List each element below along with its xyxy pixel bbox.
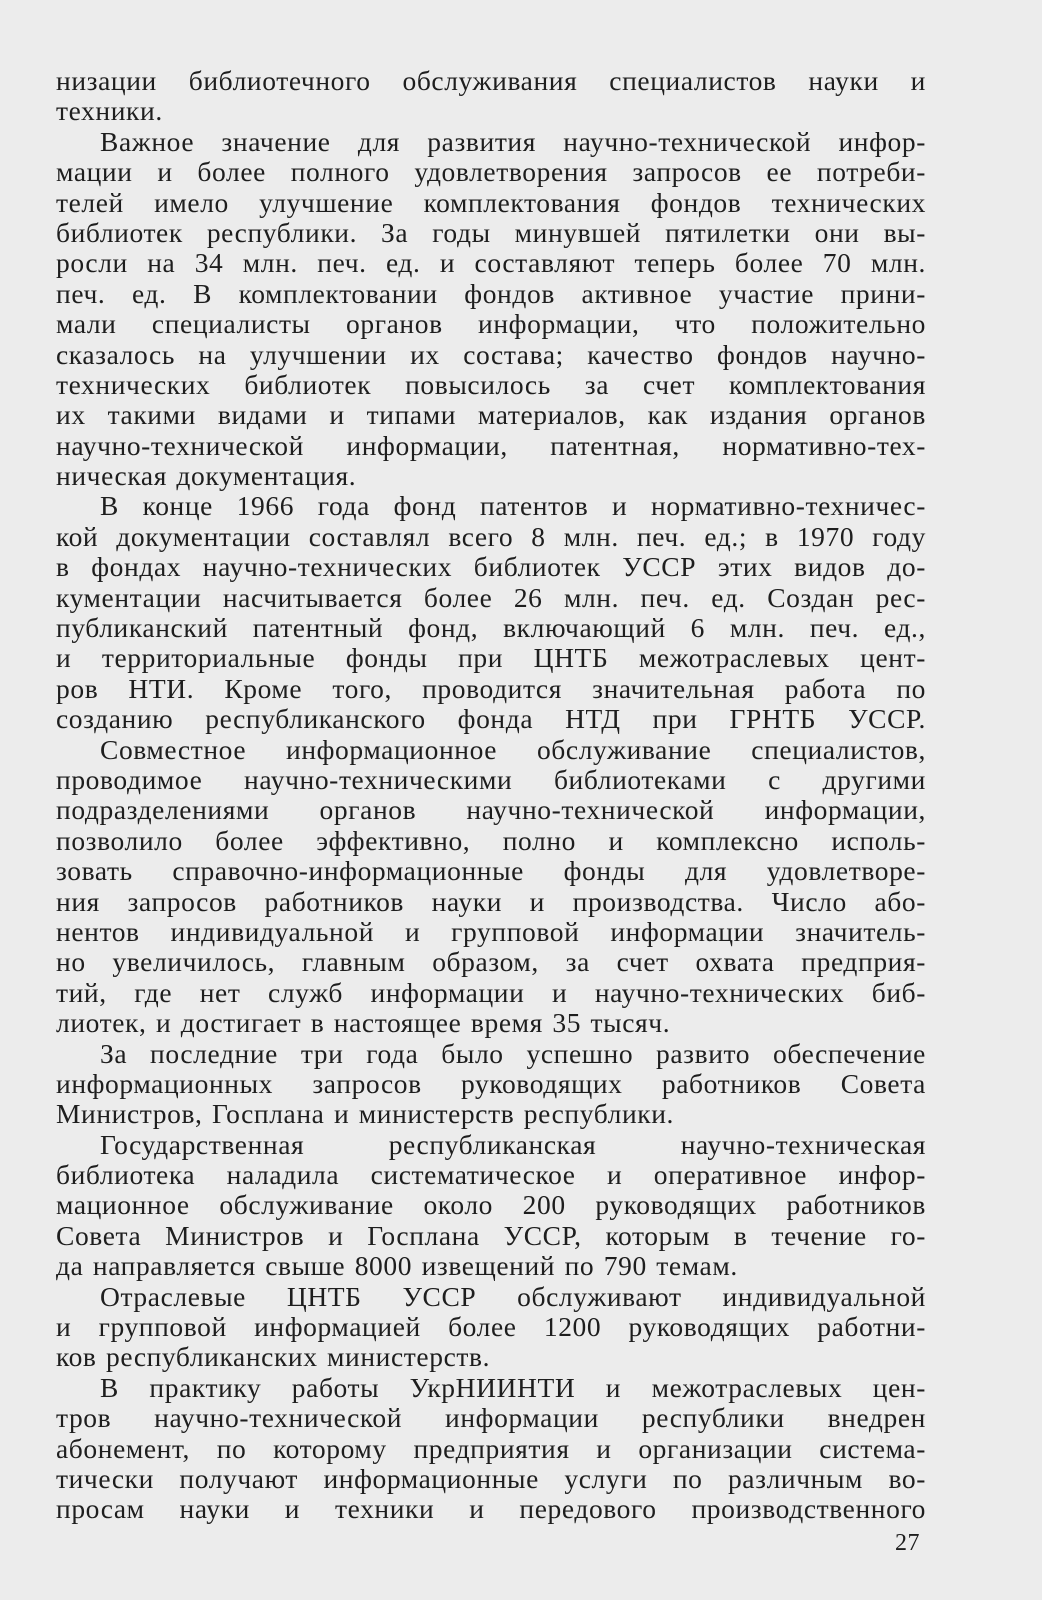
text-line: ния запросов работников науки и производства. Число або- [56, 885, 926, 917]
text-line: библиотека наладила систематическое и оперативное инфор- [56, 1159, 926, 1191]
text-line: Важное значение для развития научно-технической инфор- [100, 125, 926, 157]
text-line: В конце 1966 года фонд патентов и нормативно-техничес- [100, 490, 926, 522]
text-line: абонемент, по которому предприятия и организации система- [56, 1432, 926, 1464]
text-line: проводимое научно-техническими библиотеками с другими [56, 763, 926, 795]
text-line: и групповой информацией более 1200 руководящих работни- [56, 1311, 926, 1343]
text-line: публиканский патентный фонд, включающий 6 млн. печ. ед., [56, 612, 926, 644]
text-line: технических библиотек повысилось за счет комплектования [56, 368, 926, 400]
text-line: да направляется свыше 8000 извещений по 790 темам. [56, 1250, 738, 1282]
text-line: но увеличилось, главным образом, за счет охвата предприя- [56, 946, 926, 978]
text-line: ров НТИ. Кроме того, проводится значительная работа по [56, 672, 926, 704]
text-line: телей имело улучшение комплектования фондов технических [56, 186, 926, 218]
text-line: тически получают информационные услуги по различным во- [56, 1462, 926, 1494]
text-line: зовать справочно-информационные фонды для удовлетворе- [56, 855, 926, 887]
text-line: лиотек, и достигает в настоящее время 35 тысяч. [56, 1007, 671, 1039]
text-line: мации и более полного удовлетворения запросов ее потреби- [56, 156, 926, 188]
text-line: научно-технической информации, патентная, нормативно-тех- [56, 429, 926, 461]
page-number: 27 [895, 1530, 920, 1556]
text-line: информационных запросов руководящих работников Совета [56, 1067, 926, 1099]
text-line: низации библиотечного обслуживания специалистов науки и [56, 65, 926, 96]
text-line: кой документации составлял всего 8 млн. печ. ед.; в 1970 году [56, 520, 926, 552]
text-line: Отраслевые ЦНТБ УССР обслуживают индивидуальной [100, 1280, 926, 1312]
text-line: тий, где нет служб информации и научно-технических биб- [56, 976, 926, 1008]
text-line: их такими видами и типами материалов, как издания органов [56, 399, 926, 431]
text-line: Совета Министров и Госплана УССР, которым в течение го- [56, 1219, 926, 1251]
text-line: тров научно-технической информации республики внедрен [56, 1402, 926, 1434]
text-line: печ. ед. В комплектовании фондов активное участие прини- [56, 277, 926, 309]
text-line: в фондах научно-технических библиотек УССР этих видов до- [56, 551, 926, 583]
text-line: Государственная республиканская научно-техническая [100, 1128, 926, 1160]
text-line: созданию республиканского фонда НТД при ГРНТБ УССР. [56, 703, 926, 735]
text-line: и территориальные фонды при ЦНТБ межотраслевых цент- [56, 642, 926, 674]
body-text [56, 66, 926, 1525]
text-line: нентов индивидуальной и групповой информации значитель- [56, 915, 926, 947]
text-line: ническая документация. [56, 460, 357, 492]
text-line: росли на 34 млн. печ. ед. и составляют теперь более 70 млн. [56, 247, 926, 279]
text-line: мали специалисты органов информации, что положительно [56, 308, 926, 340]
text-line: Министров, Госплана и министерств республики. [56, 1098, 675, 1130]
text-line: мационное обслуживание около 200 руководящих работников [56, 1189, 926, 1221]
text-line: кументации насчитывается более 26 млн. печ. ед. Создан рес- [56, 581, 926, 613]
text-line: сказалось на улучшении их состава; качество фондов научно- [56, 338, 926, 370]
text-line: В практику работы УкрНИИНТИ и межотраслевых цен- [100, 1371, 926, 1403]
text-line: подразделениями органов научно-технической информации, [56, 794, 926, 826]
text-line: Совместное информационное обслуживание специалистов, [100, 733, 926, 765]
text-line: позволило более эффективно, полно и комплексно исполь- [56, 824, 926, 856]
text-line: библиотек республики. За годы минувшей пятилетки они вы- [56, 216, 926, 248]
text-line: просам науки и техники и передового производственного [56, 1493, 926, 1525]
text-line: техники. [56, 95, 163, 127]
text-line: За последние три года было успешно развито обеспечение [100, 1037, 926, 1069]
text-line: ков республиканских министерств. [56, 1341, 491, 1373]
